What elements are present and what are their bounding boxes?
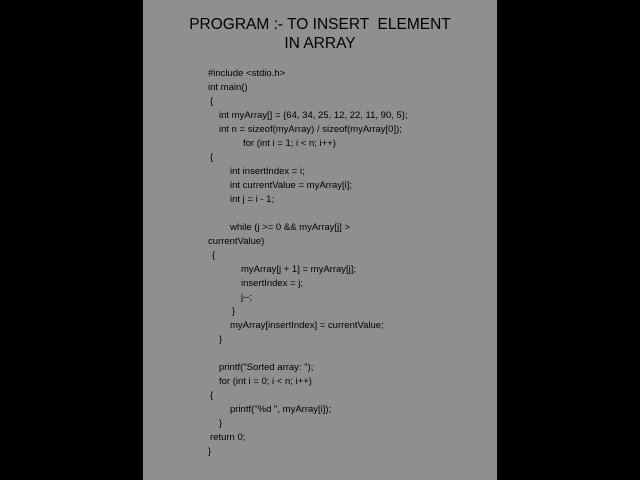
code-line-main: int main() — [208, 82, 248, 93]
title-line-1: PROGRAM :- TO INSERT ELEMENT — [189, 16, 451, 33]
code-line-while: while (j >= 0 && myArray[j] > — [230, 222, 351, 233]
code-line-shift: myArray[j + 1] = myArray[j]; — [241, 264, 357, 275]
slide-page — [143, 0, 497, 480]
code-line-close-main: } — [208, 446, 212, 457]
code-line-return: return 0; — [210, 432, 246, 443]
title-line-2: IN ARRAY — [284, 35, 356, 52]
code-line-open-while: { — [212, 250, 216, 261]
code-line-insert-index: int insertIndex = i; — [230, 166, 305, 177]
slide-title — [143, 15, 497, 53]
code-line-open-main: { — [210, 96, 214, 107]
code-line-current-value: int currentValue = myArray[i]; — [230, 180, 353, 191]
code-line-assign: myArray[insertIndex] = currentValue; — [230, 320, 384, 331]
code-line-open-print: { — [210, 390, 214, 401]
code-line-for-outer: for (int i = 1; i < n; i++) — [243, 138, 336, 149]
code-line-open-for: { — [210, 152, 214, 163]
code-line-decrement: j--; — [241, 292, 253, 303]
code-line-n-decl: int n = sizeof(myArray) / sizeof(myArray[0]); — [219, 124, 402, 135]
code-line-array-decl: int myArray[] = {64, 34, 25, 12, 22, 11, 90, 5}; — [219, 110, 408, 121]
code-line-include: #include <stdio.h> — [208, 68, 286, 79]
code-line-close-print: } — [219, 418, 223, 429]
code-line-for-print: for (int i = 0; i < n; i++) — [219, 376, 312, 387]
code-line-update-index: insertIndex = j; — [241, 278, 304, 289]
code-line-close-while: } — [232, 306, 236, 317]
code-line-close-for: } — [219, 334, 223, 345]
code-line-printf-header: printf("Sorted array: "); — [219, 362, 314, 373]
code-line-printf-item: printf("%d ", myArray[i]); — [230, 404, 332, 415]
code-line-j-decl: int j = i - 1; — [230, 194, 275, 205]
code-line-while-cont: currentValue) — [208, 236, 265, 247]
